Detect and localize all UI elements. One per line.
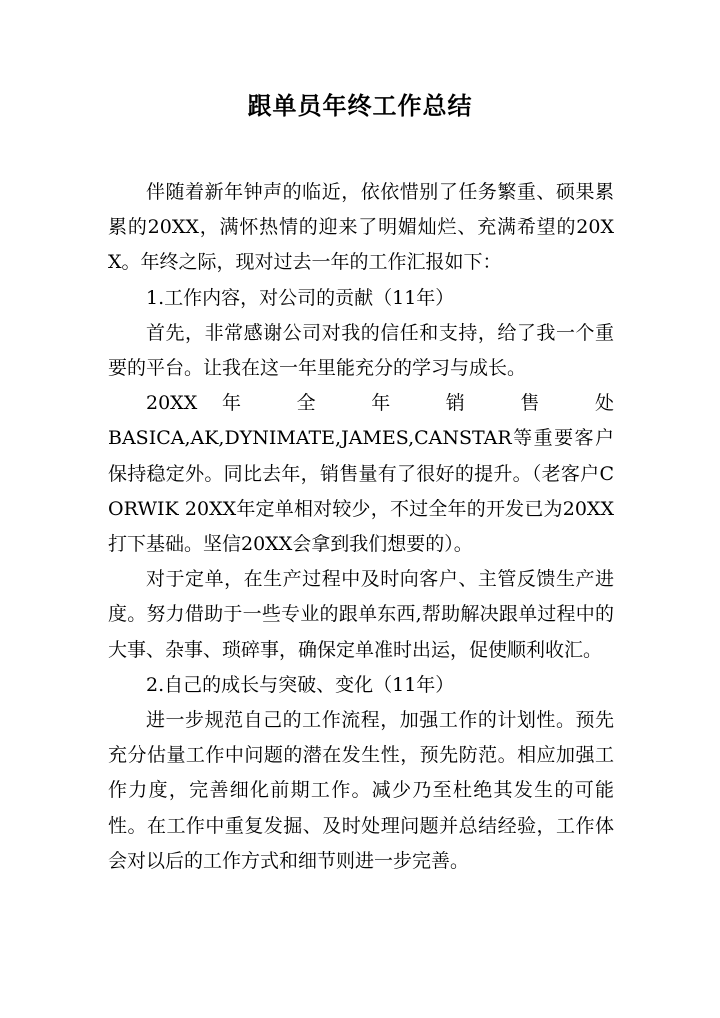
section-heading-1: 1.工作内容，对公司的贡献（11年） [146, 286, 455, 309]
paragraph-intro: 伴随着新年钟声的临近，依依惜别了任务繁重、硕果累累的20XX，满怀热情的迎来了明媚灿烂、充满希望的20XX。年终之际，现对过去一年的工作汇报如下： [108, 181, 614, 274]
document-body [108, 175, 614, 879]
paragraph-thanks: 首先，非常感谢公司对我的信任和支持，给了我一个重要的平台。让我在这一年里能充分的学习与成长。 [108, 321, 614, 380]
paragraph-growth: 进一步规范自己的工作流程，加强工作的计划性。预先充分估量工作中问题的潜在发生性，预先防范。相应加强工作力度，完善细化前期工作。减少乃至杜绝其发生的可能性。在工作中重复发掘、及时处理问题并总结经验，工作体会对以后的工作方式和细节则进一步完善。 [108, 709, 614, 872]
paragraph-orders: 对于定单，在生产过程中及时向客户、主管反馈生产进度。努力借助于一些专业的跟单东西,帮助解决跟单过程中的大事、杂事、琐碎事，确保定单准时出运，促使顺利收汇。 [108, 568, 614, 661]
paragraph-sales-lead: 20XX年 全 年 销 售 处 [146, 392, 614, 415]
document-title: 跟单员年终工作总结 [247, 91, 473, 120]
section-heading-2: 2.自己的成长与突破、变化（11年） [146, 673, 455, 696]
paragraph-sales: BASICA,AK,DYNIMATE,JAMES,CANSTAR等重要客户保持稳定外。同比去年，销售量有了很好的提升。（老客户CORWIK 20XX年定单相对较少，不过全年的开发已为20XX打下基础。坚信20XX会拿到我们想要的）。 [108, 427, 614, 556]
